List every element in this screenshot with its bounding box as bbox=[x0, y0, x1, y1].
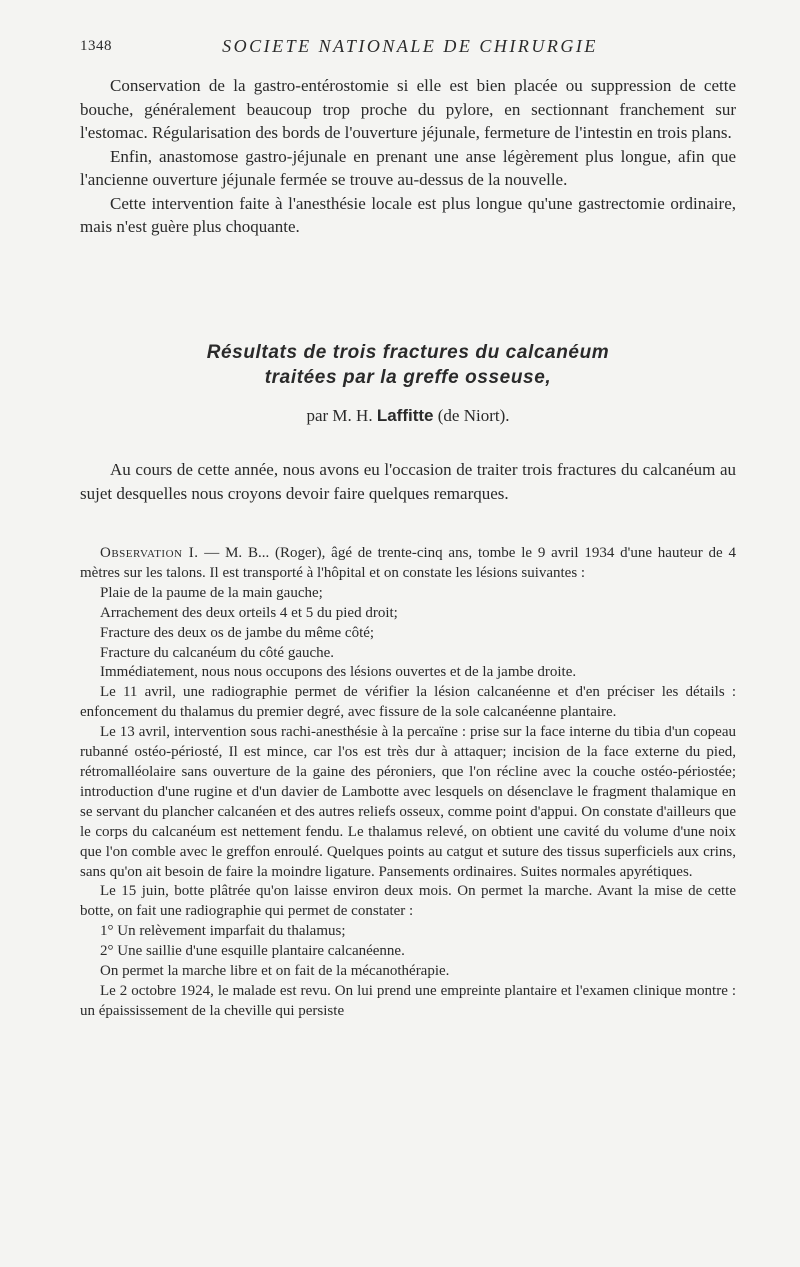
page-number: 1348 bbox=[80, 38, 112, 54]
paragraph: Le 15 juin, botte plâtrée qu'on laisse environ deux mois. On permet la marche. Avant la mise de cette botte, on fait une radiographie qui permet de constater : bbox=[80, 883, 736, 920]
byline bbox=[80, 406, 736, 426]
paragraph: Conservation de la gastro-entérostomie si elle est bien placée ou suppression de cette bouche, généralement beaucoup trop proche du pylore, en sectionnant franchement sur l'estomac. Régularisation des bords de l'ouverture jéjunale, fermeture de l'intestin en trois plans. bbox=[80, 76, 736, 142]
lead-text bbox=[80, 458, 736, 505]
paragraph: Fracture des deux os de jambe du même côté; bbox=[100, 624, 375, 641]
running-title: SOCIETE NATIONALE DE CHIRURGIE bbox=[222, 36, 598, 56]
article-title-line: traitées par la greffe osseuse, bbox=[264, 367, 552, 388]
article-title-line: Résultats de trois fractures du calcanéum bbox=[206, 342, 610, 363]
paragraph: Le 13 avril, intervention sous rachi-anesthésie à la percaïne : prise sur la face interne du tibia d'un copeau rubanné ostéo-périosté, Il est mince, car l'os est très dur à attaquer; incision de la face externe du pied, rétromalléolaire sans ouverture de la gaine des péroniers, que l'on récline avec la couche ostéo-périostée; introduction d'une rugine et d'un davier de Lambotte avec lesquels on désenclave le fragment thalamique en se servant du plancher calcanéen et des autres reliefs osseux, comme point d'appui. On constate d'ailleurs que le corps du calcanéum est nettement fendu. Le thalamus relevé, on obtient une cavité du volume d'une noix que l'on comble avec le greffon enroulé. Quelques points au catgut et suture des tissus superficiels aux crins, sans qu'on ait besoin de faire la moindre ligature. Pansements ordinaires. Suites normales apyrétiques. bbox=[80, 724, 737, 880]
paragraph: Immédiatement, nous nous occupons des lésions ouvertes et de la jambe droite. bbox=[100, 664, 577, 681]
paragraph: Arrachement des deux orteils 4 et 5 du pied droit; bbox=[100, 604, 398, 621]
paragraph: Le 11 avril, une radiographie permet de vérifier la lésion calcanéenne et d'en préciser les détails : enfoncement du thalamus du premier degré, avec fissure de la sole calcanéenne plantaire. bbox=[80, 684, 736, 721]
observation-text bbox=[80, 544, 736, 1022]
paragraph: Enfin, anastomose gastro-jéjunale en prenant une anse légèrement plus longue, afin que l'ancienne ouverture jéjunale fermée se trouve au-dessus de la nouvelle. bbox=[80, 146, 736, 189]
author-name: Laffitte bbox=[376, 406, 434, 425]
paragraph: Le 2 octobre 1924, le malade est revu. On lui prend une empreinte plantaire et l'examen clinique montre : un épaississement de la cheville qui persiste bbox=[80, 982, 736, 1019]
paragraph: Plaie de la paume de la main gauche; bbox=[100, 584, 323, 601]
observation-intro bbox=[80, 544, 736, 584]
page-header bbox=[80, 36, 740, 60]
lead-paragraph: Au cours de cette année, nous avons eu l'occasion de traiter trois fractures du calcanéum au sujet desquelles nous croyons devoir faire quelques remarques. bbox=[80, 460, 736, 503]
intro-text bbox=[80, 74, 736, 239]
article-title bbox=[80, 340, 736, 390]
paragraph: On permet la marche libre et on fait de la mécanothérapie. bbox=[100, 963, 450, 980]
paragraph: Cette intervention faite à l'anesthésie locale est plus longue qu'une gastrectomie ordinaire, mais n'est guère plus choquante. bbox=[80, 193, 736, 236]
paragraph: 2° Une saillie d'une esquille plantaire calcanéenne. bbox=[100, 943, 405, 960]
observation-intro-text: — M. B... (Roger), âgé de trente-cinq ans, tombe le 9 avril 1934 d'une hauteur de 4 mètres sur les talons. Il est transporté à l'hôpital et on constate les lésions suivantes : bbox=[80, 545, 736, 581]
paragraph: 1° Un relèvement imparfait du thalamus; bbox=[100, 923, 346, 940]
observation-label: Observation I. bbox=[100, 545, 199, 561]
byline-prefix: par M. H. bbox=[306, 406, 373, 425]
byline-suffix: (de Niort). bbox=[437, 406, 510, 425]
paragraph: Fracture du calcanéum du côté gauche. bbox=[100, 644, 335, 661]
